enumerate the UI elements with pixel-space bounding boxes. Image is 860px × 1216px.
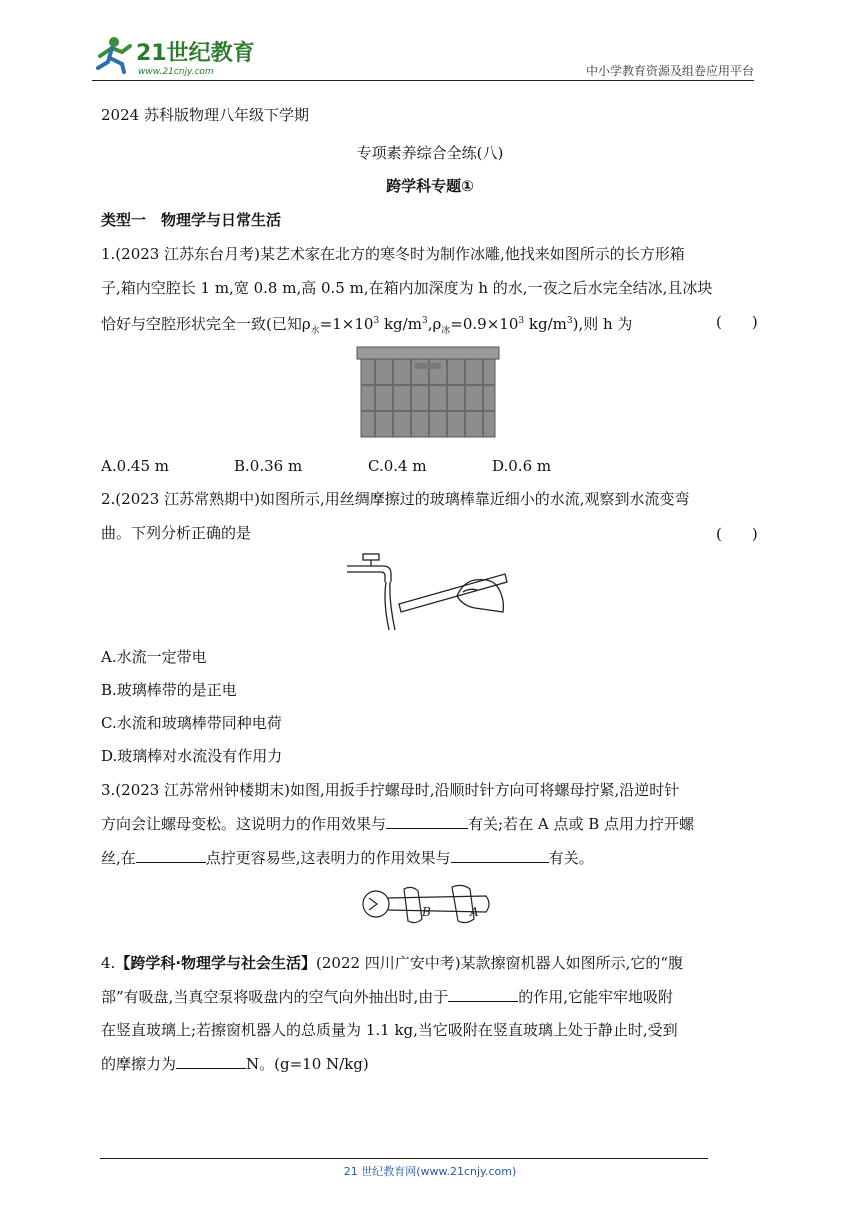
storage-box-figure <box>355 343 501 441</box>
q3-blank-3[interactable] <box>451 848 549 863</box>
q4-line-1: 4.【跨学科·物理学与社会生活】(2022 四川广安中考)某款擦窗机器人如图所示,它的“腹 <box>101 954 684 972</box>
q2-option-d[interactable]: D.玻璃棒对水流没有作用力 <box>101 747 283 765</box>
q1-option-c[interactable]: C.0.4 m <box>368 457 427 475</box>
runner-logo-icon <box>92 30 262 82</box>
logo-text: 21世纪教育 <box>136 41 255 66</box>
q1-option-d[interactable]: D.0.6 m <box>492 457 552 475</box>
q2-option-b[interactable]: B.玻璃棒带的是正电 <box>101 681 237 699</box>
q3-line-3: 丝,在 点拧更容易些,这表明力的作用效果与 有关。 <box>101 849 594 867</box>
q3-blank-1[interactable] <box>386 814 468 829</box>
point-a-label: A <box>470 905 479 919</box>
q3-line-1: 3.(2023 江苏常州钟楼期末)如图,用扳手拧螺母时,沿顺时针方向可将螺母拧紧,沿逆时针 <box>101 781 680 799</box>
q4-line-2: 部”有吸盘,当真空泵将吸盘内的空气向外抽出时,由于 的作用,它能牢牢地吸附 <box>101 988 673 1006</box>
wrench-figure <box>360 879 496 929</box>
q1-line-2: 子,箱内空腔长 1 m,宽 0.8 m,高 0.5 m,在箱内加深度为 h 的水,一夜之后水完全结冰,且冰块 <box>101 279 713 297</box>
q4-line-3: 在竖直玻璃上;若擦窗机器人的总质量为 1.1 kg,当它吸附在竖直玻璃上处于静止时,受到 <box>101 1021 678 1039</box>
logo-url: www.21cnjy.com <box>138 67 214 77</box>
faucet-glass-rod-figure <box>345 552 515 634</box>
platform-name: 中小学教育资源及组卷应用平台 <box>585 64 754 78</box>
site-logo[interactable] <box>92 30 262 82</box>
section-heading: 类型一 物理学与日常生活 <box>101 211 282 229</box>
q2-line-1: 2.(2023 江苏常熟期中)如图所示,用丝绸摩擦过的玻璃棒靠近细小的水流,观察到水流变弯 <box>101 490 690 508</box>
q1-line-3: 恰好与空腔形状完全一致(已知$\rho_水=1\times 10^3$ $kg/m^3,\rho_冰=0.9\times 10^3$ $kg/m^3$),则 h 为 <box>101 315 633 336</box>
q2-answer-paren: ( ) <box>716 525 758 543</box>
footer-link[interactable]: 21 世纪教育网(www.21cnjy.com) <box>343 1165 517 1178</box>
q2-option-c[interactable]: C.水流和玻璃棒带同种电荷 <box>101 714 282 732</box>
footer-divider <box>100 1158 708 1159</box>
q1-option-b[interactable]: B.0.36 m <box>234 457 303 475</box>
header-divider <box>92 80 754 81</box>
q3-line-2: 方向会让螺母变松。这说明力的作用效果与 有关;若在 A 点或 B 点用力拧开螺 <box>101 815 694 833</box>
q4-tag: 【跨学科·物理学与社会生活】 <box>115 954 317 972</box>
q3-blank-2[interactable] <box>136 848 206 863</box>
q1-line-1: 1.(2023 江苏东台月考)某艺术家在北方的寒冬时为制作冰雕,他找来如图所示的长方形箱 <box>101 245 685 263</box>
q4-blank-1[interactable] <box>448 987 518 1002</box>
q1-answer-paren: ( ) <box>716 313 758 331</box>
q1-option-a[interactable]: A.0.45 m <box>101 457 169 475</box>
q2-line-2: 曲。下列分析正确的是 <box>101 524 252 542</box>
q2-option-a[interactable]: A.水流一定带电 <box>101 648 207 666</box>
q4-line-4: 的摩擦力为 N。(g=10 N/kg) <box>101 1055 369 1073</box>
doc-subtitle: 2024 苏科版物理八年级下学期 <box>101 106 309 124</box>
point-b-label: B <box>422 905 431 919</box>
doc-title: 专项素养综合全练(八) <box>356 144 504 162</box>
doc-heading: 跨学科专题① <box>386 177 474 195</box>
q4-blank-2[interactable] <box>176 1054 246 1069</box>
